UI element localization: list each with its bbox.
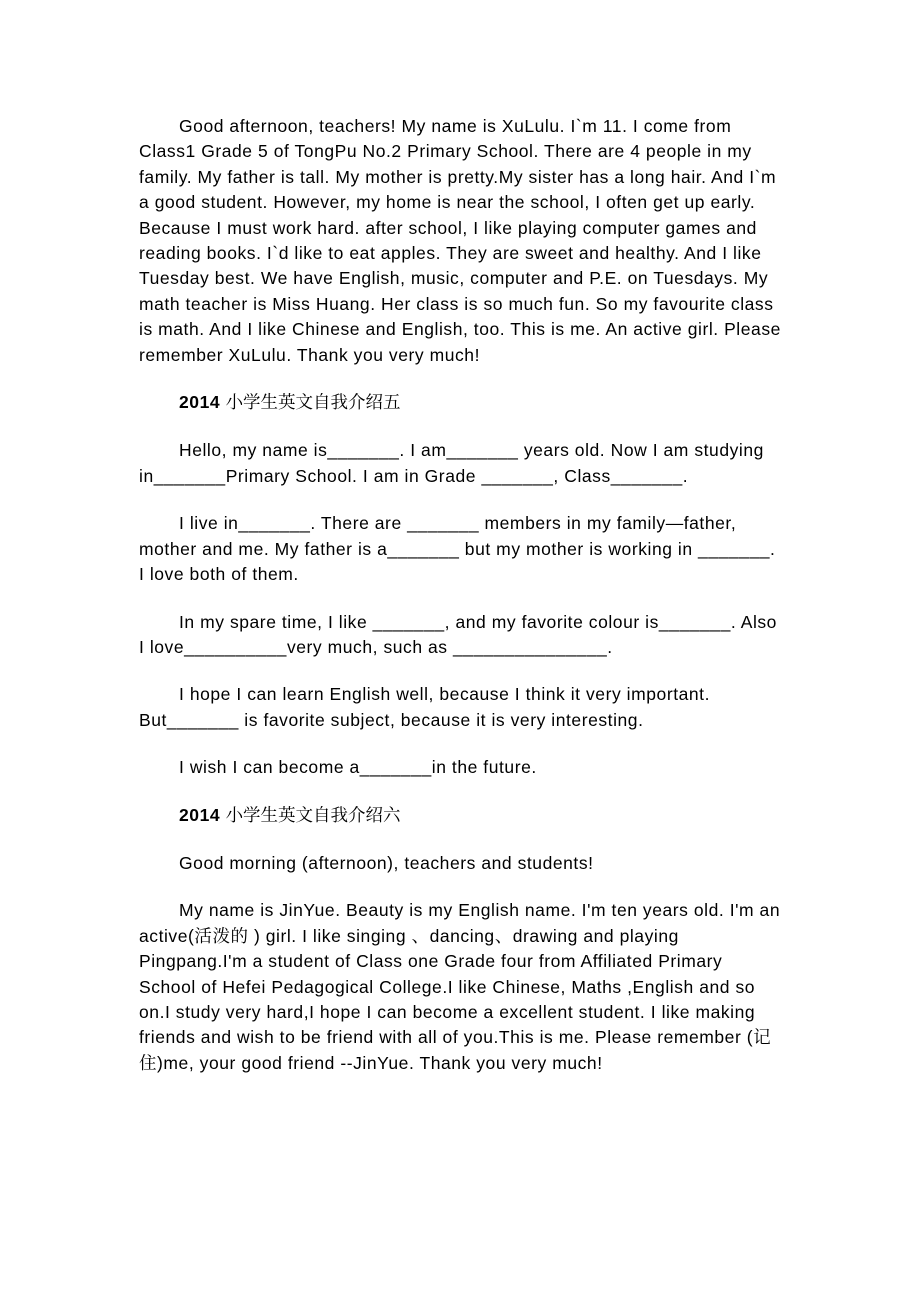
section-5-heading-year: 2014 — [179, 392, 221, 413]
section-5-heading — [139, 390, 784, 416]
intro-paragraph: Good afternoon, teachers! My name is XuLulu. I`m 11. I come from Class1 Grade 5 of TongPu No.2 Primary School. There are 4 people in my family. My father is tall. My mother is pretty.My sister has a long hair. And I`m a good student. However, my home is near the school, I often get up early. Because I must work hard. after school, I like playing computer games and reading books. I`d like to eat apples. They are sweet and healthy. And I like Tuesday best. We have English, music, computer and P.E. on Tuesdays. My math teacher is Miss Huang. Her class is so much fun. So my favourite class is math. And I like Chinese and English, too. This is me. An active girl. Please remember XuLulu. Thank you very much! — [139, 116, 787, 365]
section-6-heading — [139, 803, 784, 829]
section-5-paragraph-5: I wish I can become a_______in the future. — [179, 757, 537, 778]
document-page — [139, 114, 787, 1098]
section-6-heading-year: 2014 — [179, 804, 221, 825]
section-5-paragraph-2: I live in_______. There are _______ members in my family—father, mother and me. My father is a_______ but my mother is working in _______. I love both of them. — [139, 513, 781, 585]
section-6-paragraph-1: Good morning (afternoon), teachers and students! — [179, 852, 594, 873]
section-5-paragraph-1: Hello, my name is_______. I am_______ years old. Now I am studying in_______Primary School. I am in Grade _______, Class_______. — [139, 440, 770, 486]
section-5-paragraph-3: In my spare time, I like _______, and my favorite colour is_______. Also I love__________very much, such as _______________. — [139, 611, 783, 657]
section-6-heading-title: 小学生英文自我介绍六 — [225, 805, 401, 826]
section-5-heading-title: 小学生英文自我介绍五 — [225, 393, 401, 414]
section-6-paragraph-2: My name is JinYue. Beauty is my English name. I'm ten years old. I'm an active(活泼的 ) girl. I like singing 、dancing、drawing and playing Pingpang.I'm a student of Class one Grade four from Affiliated Primary School of Hefei Pedagogical College.I like Chinese, Maths ,English and so on.I study very hard,I hope I can become a excellent student. I like making friends and wish to be friend with all of you.This is me. Please remember (记住)me, your good friend --JinYue. Thank you very much! — [139, 900, 786, 1073]
section-5-paragraph-4: I hope I can learn English well, because I think it very important. But_______ is favorite subject, because it is very interesting. — [139, 684, 716, 730]
